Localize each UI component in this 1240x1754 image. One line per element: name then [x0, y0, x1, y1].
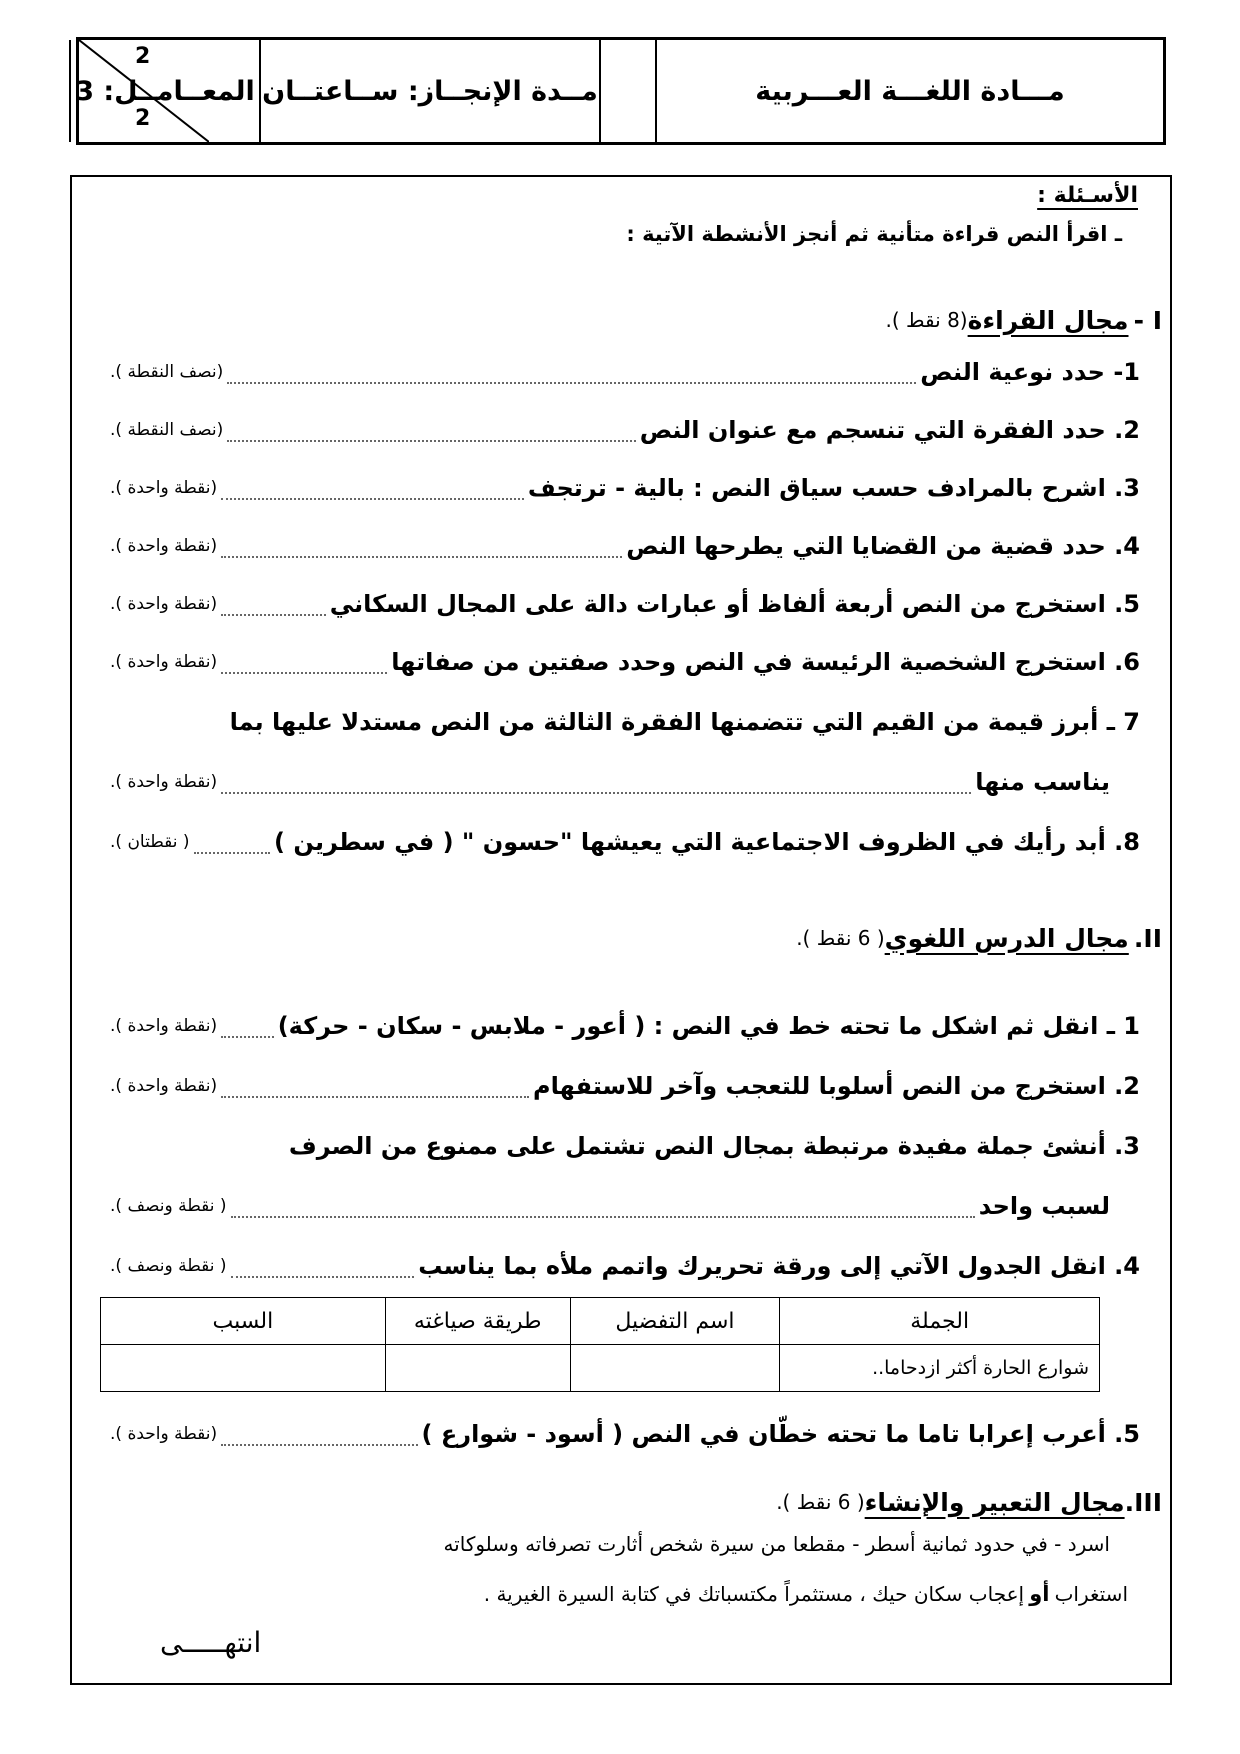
- question-1-7-cont: يناسب منها (نقطة واحدة ).: [110, 768, 1110, 796]
- duration-cell: [259, 40, 599, 142]
- empty-cell: [599, 40, 655, 142]
- question-1-6: 6. استخرج الشخصية الرئيسة في النص وحدد صفتين من صفاتها (نقطة واحدة ).: [110, 648, 1140, 676]
- subject-cell: [655, 40, 1163, 142]
- table-header-row: [101, 1298, 1100, 1345]
- questions-title: الأسـئلة :: [1037, 183, 1138, 208]
- table-row: [101, 1345, 1100, 1392]
- section-3-heading: III. مجال التعبير والإنشاء ( 6 نقط ).: [776, 1487, 1162, 1517]
- section-1-heading: I - مجال القراءة (8 نقط ).: [885, 305, 1162, 335]
- table-cell: [570, 1345, 780, 1392]
- header-table: [76, 37, 1166, 145]
- question-1-2: 2. حدد الفقرة التي تنسجم مع عنوان النص (نصف النقطة ).: [110, 416, 1140, 444]
- comparative-table: [100, 1297, 1100, 1392]
- question-1-4: 4. حدد قضية من القضايا التي يطرحها النص (نقطة واحدة ).: [110, 532, 1140, 560]
- table-header: اسم التفضيل: [570, 1298, 780, 1345]
- end-mark: انتهـــــى: [160, 1626, 262, 1659]
- question-2-2: 2. استخرج من النص أسلوبا للتعجب وآخر للاستفهام (نقطة واحدة ).: [110, 1072, 1140, 1100]
- instruction: ـ اقرأ النص قراءة متأنية ثم أنجز الأنشطة الآتية :: [626, 222, 1122, 246]
- page-top: 2: [135, 44, 151, 69]
- table-cell: [385, 1345, 570, 1392]
- question-2-3: 3. أنشئ جملة مفيدة مرتبطة بمجال النص تشتمل على ممنوع من الصرف: [288, 1132, 1140, 1160]
- table-cell: [101, 1345, 386, 1392]
- essay-line-2: استغراب أو إعجاب سكان حيك ، مستثمراً مكتسباتك في كتابة السيرة الغيرية .: [483, 1582, 1128, 1606]
- question-2-1: 1 ـ انقل ثم اشكل ما تحته خط في النص : ( أعور - ملابس - سكان - حركة) (نقطة واحدة ).: [110, 1012, 1140, 1040]
- question-1-7: 7 ـ أبرز قيمة من القيم التي تتضمنها الفقرة الثالثة من النص مستدلا عليها بما: [229, 708, 1140, 736]
- table-header: الجملة: [780, 1298, 1100, 1345]
- page-number-cell: [79, 40, 209, 142]
- question-2-5: 5. أعرب إعرابا تاما ما تحته خطّان في النص ( أسود - شوارع ) (نقطة واحدة ).: [110, 1420, 1140, 1448]
- duration: مــدة الإنجــاز: ســاعتــان: [262, 75, 598, 107]
- question-1-3: 3. اشرح بالمرادف حسب سياق النص : بالية - ترتجف (نقطة واحدة ).: [110, 474, 1140, 502]
- question-1-5: 5. استخرج من النص أربعة ألفاظ أو عبارات دالة على المجال السكاني (نقطة واحدة ).: [110, 590, 1140, 618]
- question-2-4: 4. انقل الجدول الآتي إلى ورقة تحريرك واتمم ملأه بما يناسب ( نقطة ونصف ).: [110, 1252, 1140, 1280]
- page-bottom: 2: [135, 106, 151, 131]
- table-cell: شوارع الحارة أكثر ازدحاما..: [780, 1345, 1100, 1392]
- question-1-8: 8. أبد رأيك في الظروف الاجتماعية التي يعيشها "حسون " ( في سطرين ) ( نقطتان ).: [110, 828, 1140, 856]
- question-2-3-cont: لسبب واحد ( نقطة ونصف ).: [110, 1192, 1110, 1220]
- subject: مـــادة اللغـــة العـــربية: [755, 75, 1065, 107]
- question-1-1: 1- حدد نوعية النص (نصف النقطة ).: [110, 358, 1140, 386]
- coefficient: المعــامــل: 3: [75, 75, 255, 107]
- essay-line-1: اسرد - في حدود ثمانية أسطر - مقطعا من سيرة شخص أثارت تصرفاته وسلوكاته: [443, 1532, 1110, 1556]
- table-header: طريقة صياغته: [385, 1298, 570, 1345]
- section-2-heading: II. مجال الدرس اللغوي ( 6 نقط ).: [796, 923, 1162, 953]
- table-header: السبب: [101, 1298, 386, 1345]
